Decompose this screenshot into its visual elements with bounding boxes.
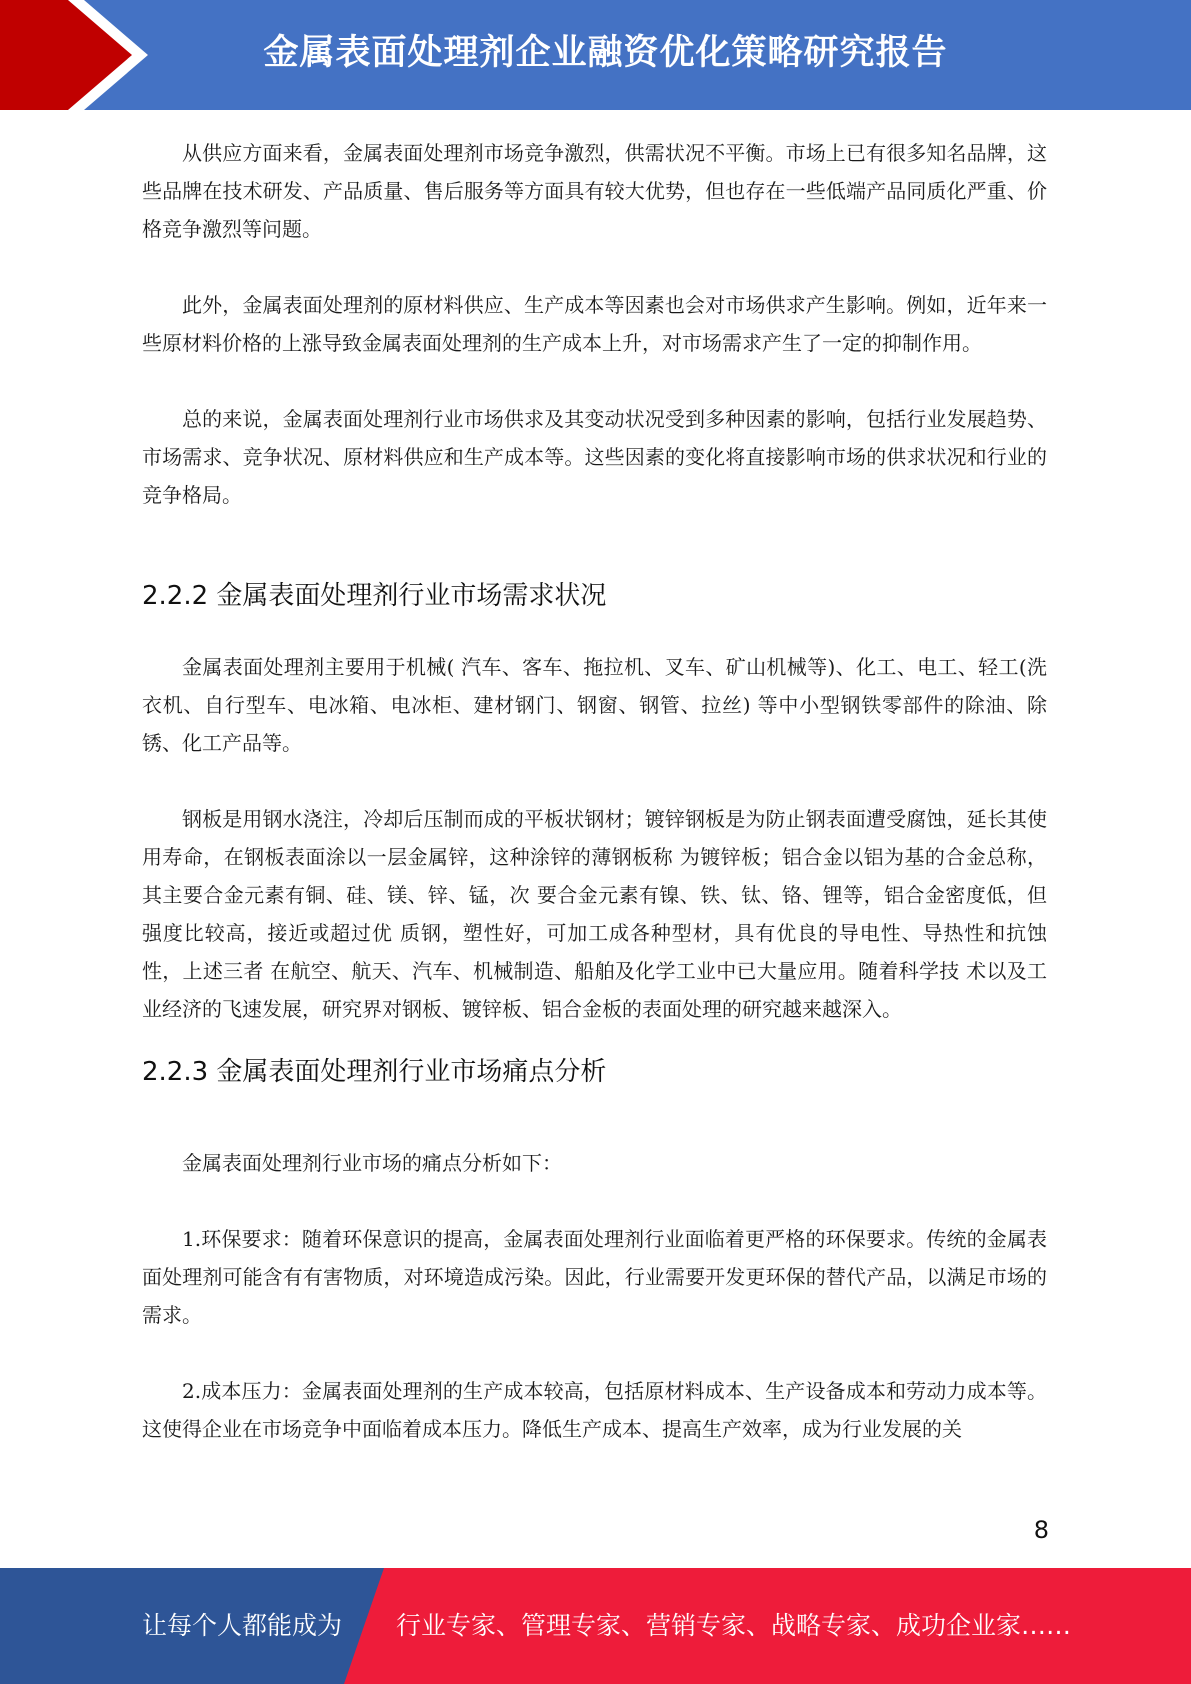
paragraph-applications: 金属表面处理剂主要用于机械( 汽车、客车、拖拉机、叉车、矿山机械等)、化工、电工、轻工(洗衣机、自行型车、电冰箱、电冰柜、建材钢门、钢窗、钢管、拉丝) 等中小型钢铁零部件的除油、除锈、化工产品等。 — [142, 655, 1047, 755]
paragraph-supply: 从供应方面来看，金属表面处理剂市场竞争激烈，供需状况不平衡。市场上已有很多知名品牌，这些品牌在技术研发、产品质量、售后服务等方面具有较大优势，但也存在一些低端产品同质化严重、价格竞争激烈等问题。 — [142, 141, 1047, 241]
footer-band — [0, 1568, 1191, 1684]
page-number: 8 — [1033, 1516, 1049, 1544]
document-title: 金属表面处理剂企业融资优化策略研究报告 — [263, 33, 948, 73]
section-heading-2-2-2: 2.2.2 金属表面处理剂行业市场需求状况 — [142, 581, 607, 611]
footer-slogan-left: 让每个人都能成为 — [142, 1611, 343, 1640]
header-band — [0, 0, 1191, 110]
paragraph-raw-materials: 此外，金属表面处理剂的原材料供应、生产成本等因素也会对市场供求产生影响。例如，近年来一些原材料价格的上涨导致金属表面处理剂的生产成本上升，对市场需求产生了一定的抑制作用。 — [142, 293, 1047, 355]
document-body — [142, 134, 1047, 1486]
paragraph-pain-points-intro: 金属表面处理剂行业市场的痛点分析如下： — [182, 1151, 562, 1175]
paragraph-environmental: 1.环保要求：随着环保意识的提高，金属表面处理剂行业面临着更严格的环保要求。传统的金属表面处理剂可能含有有害物质，对环境造成污染。因此，行业需要开发更环保的替代产品，以满足市场的需求。 — [142, 1227, 1047, 1327]
paragraph-cost-pressure: 2.成本压力：金属表面处理剂的生产成本较高，包括原材料成本、生产设备成本和劳动力成本等。这使得企业在市场竞争中面临着成本压力。降低生产成本、提高生产效率，成为行业发展的关 — [142, 1379, 1047, 1441]
paragraph-steel-plates: 钢板是用钢水浇注，冷却后压制而成的平板状钢材；镀锌钢板是为防止钢表面遭受腐蚀，延长其使用寿命，在钢板表面涂以一层金属锌，这种涂锌的薄钢板称 为镀锌板；铝合金以铝为基的合金总称，其主要合金元素有铜、硅、镁、锌、锰，次 要合金元素有镍、铁、钛、铬、锂等，铝合金密度低，但强度比较高，接近或超过优 质钢，塑性好，可加工成各种型材，具有优良的导电性、导热性和抗蚀性，上述三者 在航空、航天、汽车、机械制造、船舶及化学工业中已大量应用。随着科学技 术以及工业经济的飞速发展，研究界对钢板、镀锌板、铝合金板的表面处理的研究越来越深入。 — [142, 807, 1047, 1021]
paragraph-summary: 总的来说，金属表面处理剂行业市场供求及其变动状况受到多种因素的影响，包括行业发展趋势、市场需求、竞争状况、原材料供应和生产成本等。这些因素的变化将直接影响市场的供求状况和行业的竞争格局。 — [142, 407, 1047, 507]
footer-slogan-right: 行业专家、管理专家、营销专家、战略专家、成功企业家…… — [396, 1611, 1072, 1640]
section-heading-2-2-3: 2.2.3 金属表面处理剂行业市场痛点分析 — [142, 1057, 607, 1087]
